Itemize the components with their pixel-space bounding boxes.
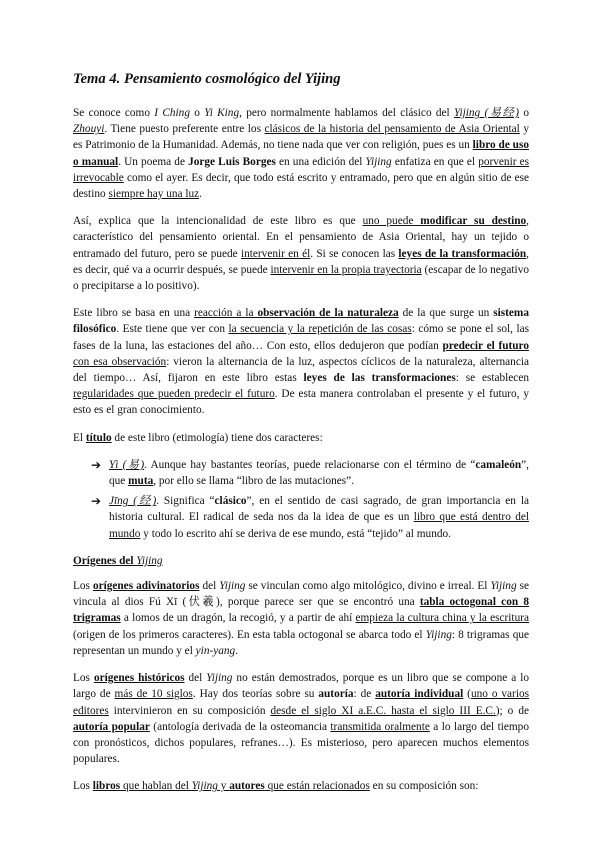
arrow-icon: ➔ bbox=[91, 494, 102, 509]
character-list bbox=[73, 457, 529, 542]
paragraph-origenes-adivinatorios: Los orígenes adivinatorios del Yijing se vinculan como algo mitológico, divino e irreal. El Yijing se vincula al dios Fú Xī (伏羲), porque parece ser que se encontró una tabla octogonal con 8 trigramas a lomos de un dragón, la recogió, y a partir de ahí empieza la cultura china y la escritura (origen de los primeros caracteres). En esta tabla octogonal se abarca todo el Yijing: 8 trigramas que representan un mundo y el yin-yang. bbox=[73, 580, 530, 657]
document-page bbox=[73, 70, 529, 806]
list-item: ➔ Yì (易). Aunque hay bastantes teorías, puede relacionarse con el término de “camaleón”, que muta, por ello se llama “libro de las mutaciones”. bbox=[91, 457, 529, 488]
paragraph-intro: Se conoce como I Ching o Yi King, pero normalmente hablamos del clásico del Yijing (易经) o Zhouyi. Tiene puesto preferente entre los clásicos de la historia del pensamiento de Asia Oriental y es Patrimonio de la Humanidad. Además, no tiene nada que ver con religión, pues es un libro de uso o manual. Un poema de Jorge Luis Borges en una edición del Yijing enfatiza en que el porvenir es irrevocable como el ayer. Es decir, que todo está escrito y entramado, pero que en algún sitio de ese destino siempre hay una luz. bbox=[73, 107, 530, 201]
paragraph-destino: Así, explica que la intencionalidad de este libro es que uno puede modificar su destino, característico del pensamiento oriental. En el pensamiento de Asia Oriental, hay un tejido o entramado del futuro, pero se puede intervenir en él. Si se conocen las leyes de la transformación, es decir, qué va a ocurrir después, se puede intervenir en la propia trayectoria (escapar de lo negativo o precipitarse a lo positivo). bbox=[73, 215, 529, 293]
paragraph-origenes-historicos: Los orígenes históricos del Yijing no están demostrados, porque es un libro que se compone a lo largo de más de 10 siglos. Hay dos teorías sobre su autoría: de autoría individual (uno o varios editores intervinieron en su composición desde el siglo XI a.E.C. hasta el siglo III E.C.); o de autoría popular (antología derivada de la osteomancia transmitida oralmente a lo largo del tiempo con pronósticos, dichos populares, refranes…). Es misterioso, pero aparecen muchos elementos populares. bbox=[73, 672, 530, 766]
paragraph-libros-autores: Los libros que hablan del Yijing y autores que están relacionados en su composición son: bbox=[73, 780, 479, 793]
document-title: Tema 4. Pensamiento cosmológico del Yijing bbox=[73, 71, 341, 87]
arrow-icon: ➔ bbox=[91, 457, 102, 472]
paragraph-titulo: El título de este libro (etimología) tiene dos caracteres: bbox=[73, 431, 323, 444]
section-heading-origenes: Orígenes del Yijing bbox=[73, 554, 163, 567]
list-item: ➔ Jīng (经). Significa “clásico”, en el sentido de casi sagrado, de gran importancia en la historia cultural. El radical de seda nos da la idea de que es un libro que está dentro del mundo y todo lo escrito ahí se deriva de ese mundo, está “tejido” al mundo. bbox=[91, 494, 529, 540]
paragraph-naturaleza: Este libro se basa en una reacción a la observación de la naturaleza de la que surge un sistema filosófico. Este tiene que ver con la secuencia y la repetición de las cosas: cómo se pone el sol, las fases de la luna, las estaciones del año… Con esto, ellos dedujeron que podían predecir el futuro con esa observación: vieron la alternancia de la luz, aspectos cíclicos de la naturaleza, alternancia del tiempo… Así, fijaron en este libro estas leyes de las transformaciones: se establecen regularidades que pueden predecir el futuro. De esta manera controlaban el presente y el futuro, y esto es el gran conocimiento. bbox=[73, 307, 529, 417]
